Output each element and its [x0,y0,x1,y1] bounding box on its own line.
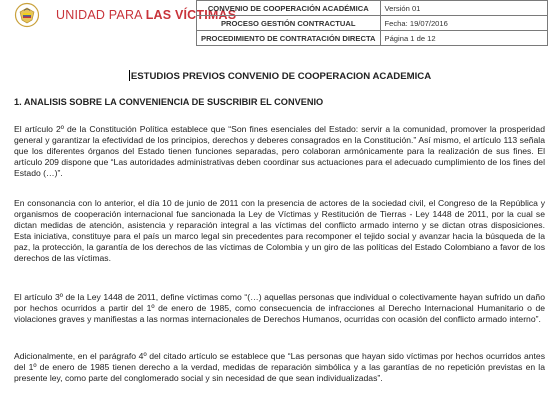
document-title-line [0,70,560,82]
paragraph: El artículo 3º de la Ley 1448 de 2011, define víctimas como “(…) aquellas personas que individual o colectivamente hayan sufrido un daño por hechos ocurridos a partir del 1º de enero de 1985, como consecuencia de infracciones al Derecho Internacional Humanitario o de violaciones graves y manifiestas a las normas internacionales de Derechos Humanos, ocurridas con ocasión del conflicto armado interno”. [14,292,545,324]
document-date: Fecha: 19/07/2016 [380,16,547,31]
colombia-seal-icon [14,2,40,28]
document-type: CONVENIO DE COOPERACIÓN ACADÉMICA [197,1,381,16]
text-cursor [129,70,130,81]
process-name: PROCESO GESTIÓN CONTRACTUAL [197,16,381,31]
paragraph: Adicionalmente, en el parágrafo 4º del citado artículo se establece que “Las personas que hayan sido víctimas por hechos ocurridos antes del 1º de enero de 1985 tienen derecho a la verdad, medidas de reparación simbólica y a las garantías de no repetición previstas en la presente ley, como parte del conglomerado social y sin necesidad de que sean individualizadas”. [14,351,545,383]
control-row [197,31,548,46]
brand-text-part2: LAS VÍCTIMAS [145,8,237,22]
logo-area [0,0,237,50]
document-title: ESTUDIOS PREVIOS CONVENIO DE COOPERACION ACADEMICA [130,71,432,82]
paragraph: El artículo 2º de la Constitución Política establece que “Son fines esenciales del Estado: servir a la comunidad, promover la prosperidad general y garantizar la efectividad de los principios, derechos y deberes consagrados en la Constitución.” Así mismo, el artículo 113 señala que los diferentes órganos del Estado tienen funciones separadas, pero colaboran armónicamente para la realización de sus fines. El artículo 209 dispone que “Las autoridades administrativas deben coordinar sus actuaciones para el adecuado cumplimiento de los fines del Estado (…)”. [14,124,545,178]
document-control-table [196,0,548,46]
brand-text-part1: UNIDAD PARA [56,8,143,22]
document-version: Versión 01 [380,1,547,16]
procedure-name: PROCEDIMIENTO DE CONTRATACIÓN DIRECTA [197,31,381,46]
control-row [197,1,548,16]
page-number: Página 1 de 12 [380,31,547,46]
control-row [197,16,548,31]
section-heading: 1. ANALISIS SOBRE LA CONVENIENCIA DE SUSCRIBIR EL CONVENIO [14,97,324,107]
document-header [0,0,560,55]
paragraph: En consonancia con lo anterior, el día 10 de junio de 2011 con la presencia de actores de la sociedad civil, el Congreso de la República y organismos de cooperación internacional fue sancionada la Ley de Víctimas y Restitución de Tierras - Ley 1448 de 2011, por la cual se dictan medidas de atención, asistencia y reparación integral a las víctimas del conflicto armado interno y se dictan otras disposiciones. Esta iniciativa, constituye para el país un marco legal sin precedentes para recomponer el tejido social y avanzar hacia la búsqueda de la paz, la protección, la garantía de los derechos de las víctimas de Colombia y un giro de las políticas del Estado Colombiano a favor de los derechos de las víctimas. [14,198,545,263]
